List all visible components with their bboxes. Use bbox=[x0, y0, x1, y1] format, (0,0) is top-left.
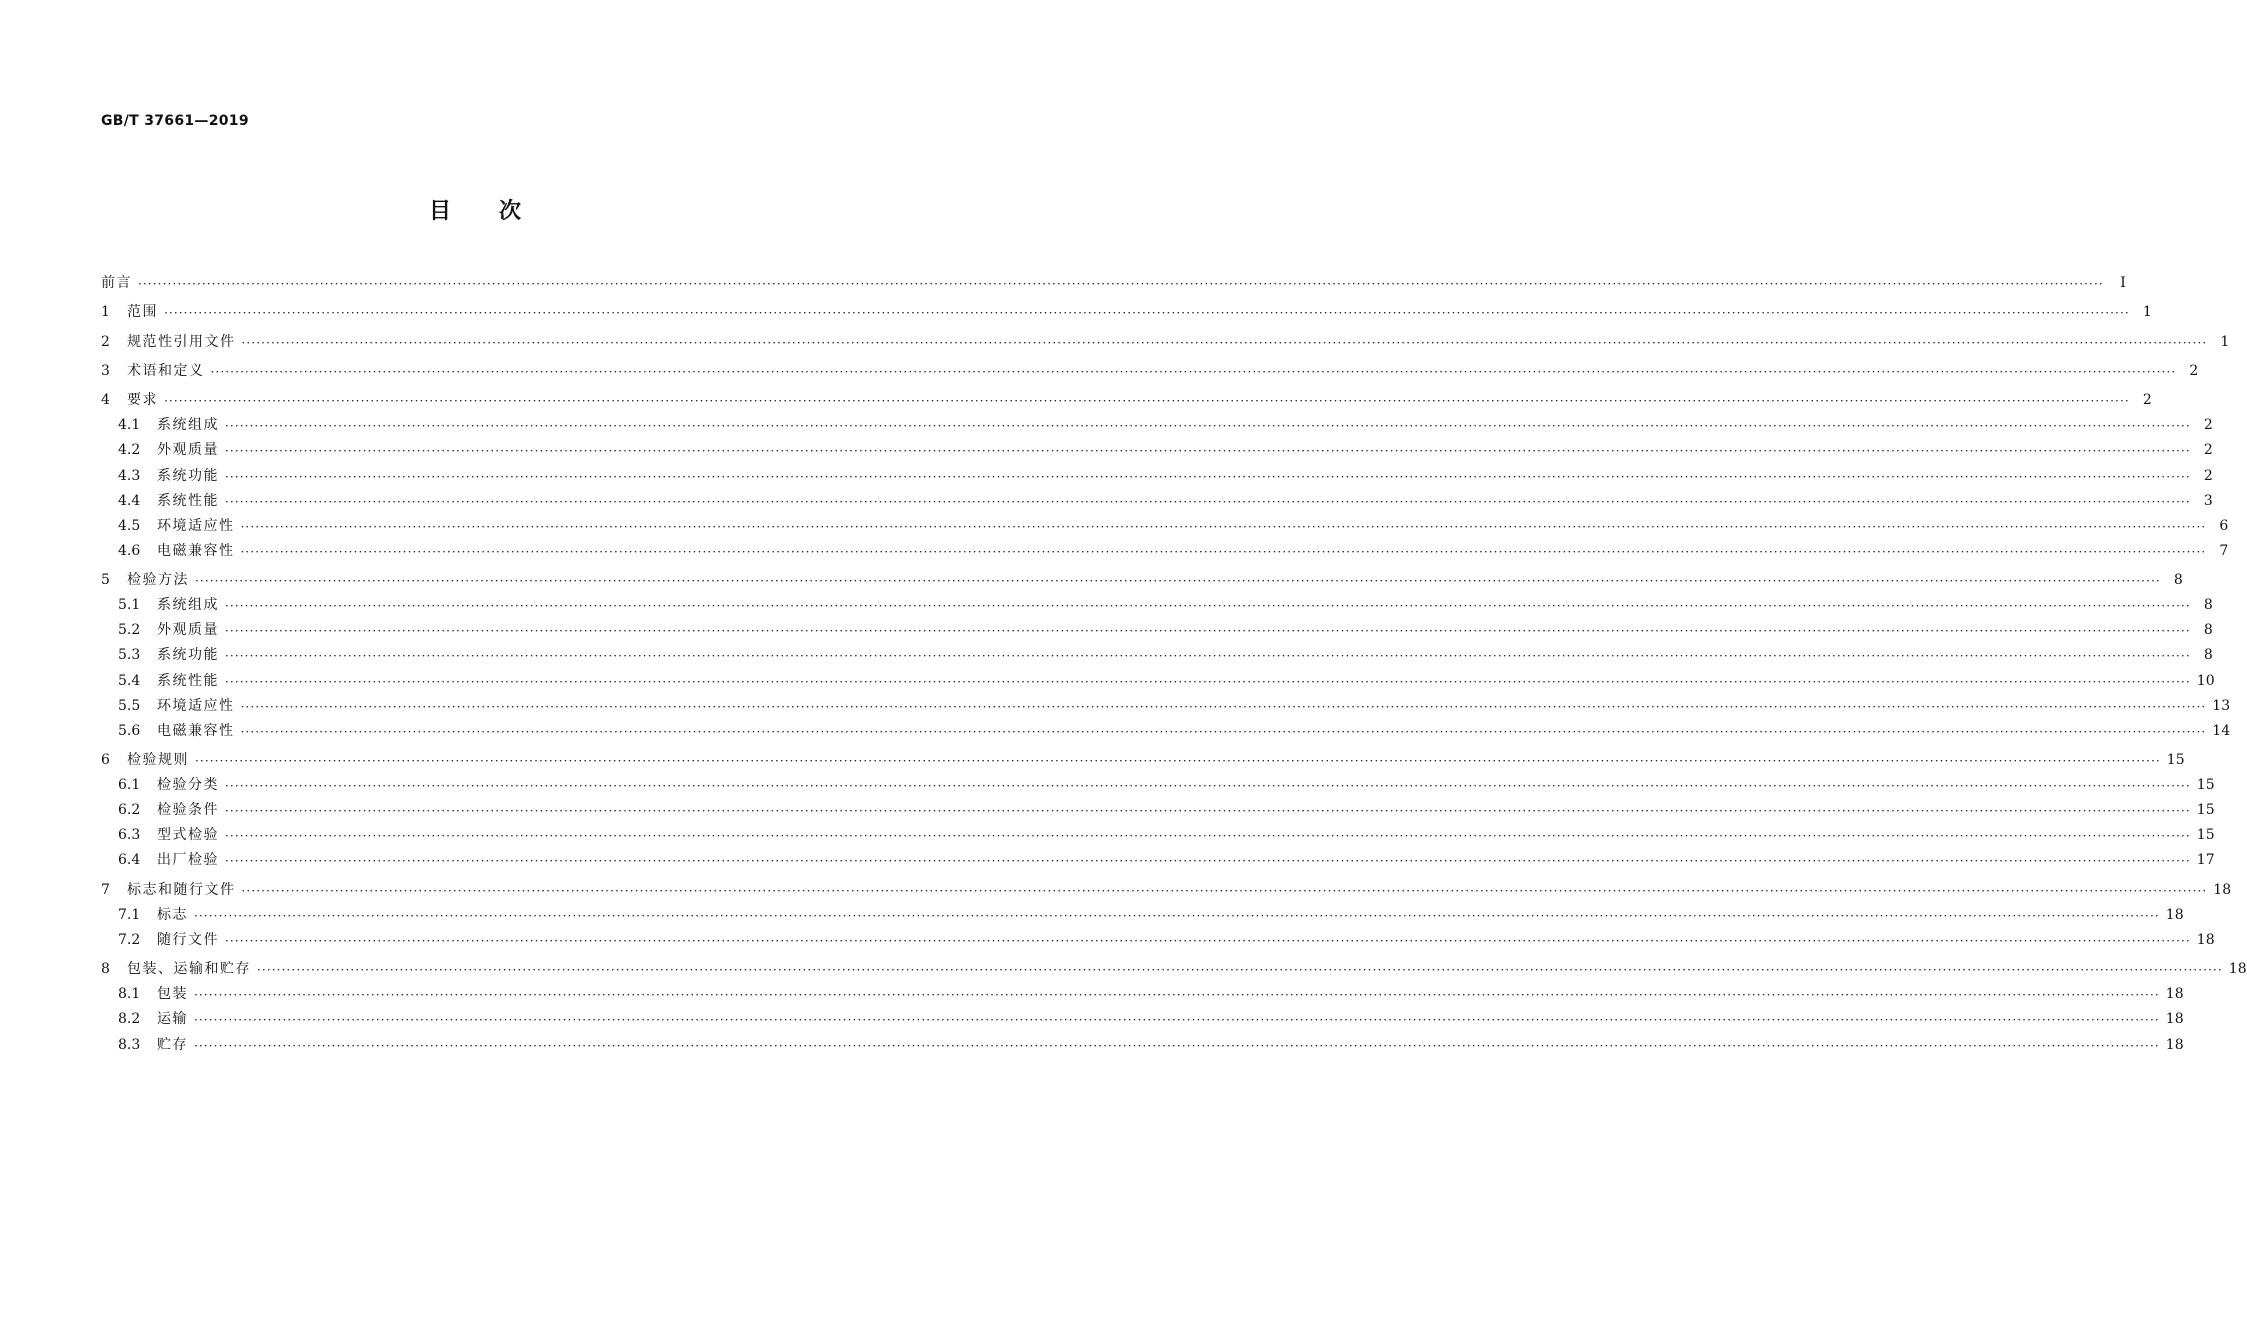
toc-entry-title: 检验规则 bbox=[127, 752, 189, 768]
toc-leader-dots: ················································································································································································································································································································································································································ bbox=[225, 469, 2191, 484]
toc-entry-number: 8.3 bbox=[118, 1036, 141, 1053]
toc-leader-dots: ················································································································································································································································································································································································································ bbox=[225, 494, 2191, 509]
toc-leader-dots: ················································································································································································································································································································································································································ bbox=[241, 335, 2208, 350]
toc-entry-title: 系统功能 bbox=[157, 647, 219, 664]
toc-entry-page: 1 bbox=[2142, 304, 2152, 321]
toc-entry-page: 2 bbox=[2203, 417, 2213, 434]
toc-entry-title: 要求 bbox=[127, 392, 158, 409]
toc-entry[interactable] bbox=[101, 540, 2229, 562]
toc-entry-title: 外观质量 bbox=[157, 622, 219, 639]
toc-leader-dots: ················································································································································································································································································································································································································ bbox=[225, 674, 2191, 689]
toc-entry-title: 系统功能 bbox=[157, 467, 219, 484]
toc-entry-page: 18 bbox=[2213, 881, 2232, 898]
toc-entry-title: 术语和定义 bbox=[127, 362, 205, 379]
toc-entry-title: 系统组成 bbox=[157, 417, 219, 434]
toc-entry[interactable] bbox=[101, 799, 2215, 821]
toc-entry-title: 范围 bbox=[127, 304, 158, 321]
toc-entry[interactable] bbox=[101, 1034, 2184, 1056]
toc-entry-page: 2 bbox=[2142, 392, 2152, 409]
toc-entry-number: 4.2 bbox=[118, 442, 141, 459]
toc-entry[interactable] bbox=[101, 594, 2213, 616]
toc-entry-page: 2 bbox=[2203, 442, 2213, 459]
toc-leader-dots: ················································································································································································································································································································································································································ bbox=[195, 574, 2161, 589]
toc-entry-page: 18 bbox=[2165, 1036, 2184, 1053]
toc-entry[interactable] bbox=[101, 644, 2213, 666]
toc-entry-page: 2 bbox=[2189, 362, 2199, 379]
toc-entry-page: 7 bbox=[2219, 542, 2229, 559]
toc-entry-page: 18 bbox=[2228, 961, 2247, 978]
toc-entry-number: 6.4 bbox=[118, 852, 141, 869]
toc-leader-dots: ················································································································································································································································································································································································································ bbox=[225, 854, 2191, 869]
toc-entry[interactable] bbox=[101, 774, 2215, 796]
toc-entry[interactable] bbox=[101, 720, 2231, 742]
toc-leader-dots: ················································································································································································································································································································································································································ bbox=[164, 394, 2130, 409]
toc-entry[interactable] bbox=[101, 490, 2213, 512]
toc-entry-page: 8 bbox=[2203, 622, 2213, 639]
toc-entry-title: 包装、运输和贮存 bbox=[127, 961, 251, 978]
toc-entry-number: 6 bbox=[101, 752, 110, 768]
toc-entry-number: 7 bbox=[101, 881, 110, 898]
toc-entry[interactable] bbox=[101, 983, 2184, 1005]
toc-leader-dots: ················································································································································································································································································································································································································ bbox=[225, 804, 2191, 819]
toc-entry-title: 电磁兼容性 bbox=[157, 722, 235, 739]
toc-entry-number: 4 bbox=[101, 392, 110, 409]
toc-entry[interactable] bbox=[101, 515, 2229, 537]
toc-leader-dots: ················································································································································································································································································································································································································ bbox=[210, 364, 2177, 379]
toc-entry-page: 15 bbox=[2196, 827, 2215, 844]
toc-leader-dots: ················································································································································································································································································································································································································ bbox=[194, 1013, 2160, 1028]
toc-entry[interactable] bbox=[101, 670, 2215, 692]
toc-entry-number: 5.2 bbox=[118, 622, 141, 639]
toc-leader-dots: ················································································································································································································································································································································································································ bbox=[225, 649, 2191, 664]
toc-entry[interactable] bbox=[101, 695, 2231, 717]
toc-leader-dots: ················································································································································································································································································································································································································ bbox=[225, 779, 2191, 794]
toc-entry[interactable] bbox=[101, 331, 2230, 353]
toc-entry-number: 6.3 bbox=[118, 827, 141, 844]
toc-entry-number: 3 bbox=[101, 362, 110, 379]
toc-entry-number: 5.3 bbox=[118, 647, 141, 664]
toc-entry-number: 4.1 bbox=[118, 417, 141, 434]
toc-leader-dots: ················································································································································································································································································································································································································ bbox=[241, 883, 2208, 898]
toc-entry-title: 前言 bbox=[101, 275, 132, 291]
toc-entry-page: 15 bbox=[2166, 752, 2185, 768]
toc-entry-title: 随行文件 bbox=[157, 931, 219, 948]
toc-entry-title: 环境适应性 bbox=[157, 697, 235, 714]
toc-entry-page: 2 bbox=[2203, 467, 2213, 484]
toc-entry-number: 4.5 bbox=[118, 517, 141, 534]
standard-code: GB/T 37661—2019 bbox=[101, 113, 249, 129]
toc-entry-title: 系统性能 bbox=[157, 672, 219, 689]
toc-leader-dots: ················································································································································································································································································································································································································ bbox=[225, 444, 2191, 459]
toc-leader-dots: ················································································································································································································································································································································································································ bbox=[240, 699, 2207, 714]
toc-entry-number: 2 bbox=[101, 333, 110, 350]
toc-entry-title: 环境适应性 bbox=[157, 517, 235, 534]
toc-entry-number: 7.1 bbox=[118, 906, 141, 923]
toc-entry-page: 3 bbox=[2203, 492, 2213, 509]
toc-leader-dots: ················································································································································································································································································································································································································ bbox=[225, 933, 2191, 948]
toc-entry-page: 18 bbox=[2165, 906, 2184, 923]
toc-entry-page: 8 bbox=[2173, 572, 2183, 589]
toc-entry-page: 1 bbox=[2220, 333, 2230, 350]
toc-entry[interactable] bbox=[101, 301, 2152, 323]
toc-entry-number: 6.1 bbox=[118, 777, 141, 794]
toc-entry-title: 规范性引用文件 bbox=[127, 333, 236, 350]
toc-entry-title: 电磁兼容性 bbox=[157, 542, 235, 559]
toc-entry[interactable] bbox=[101, 929, 2215, 951]
toc-entry-title: 检验方法 bbox=[127, 572, 189, 589]
toc-entry[interactable] bbox=[101, 360, 2199, 382]
toc-entry[interactable] bbox=[101, 824, 2215, 846]
toc-entry[interactable] bbox=[101, 879, 2232, 901]
toc-entry[interactable] bbox=[101, 272, 2126, 294]
toc-entry-page: 17 bbox=[2196, 852, 2215, 869]
toc-entry-page: 6 bbox=[2219, 517, 2229, 534]
toc-entry-number: 8 bbox=[101, 961, 110, 978]
toc-entry[interactable] bbox=[101, 619, 2213, 641]
toc-entry-title: 贮存 bbox=[157, 1036, 188, 1053]
toc-leader-dots: ················································································································································································································································································································································································································ bbox=[195, 754, 2161, 768]
toc-leader-dots: ················································································································································································································································································································································································································ bbox=[225, 829, 2191, 844]
toc-leader-dots: ················································································································································································································································································································································································································ bbox=[225, 624, 2191, 639]
toc-entry-number: 6.2 bbox=[118, 802, 141, 819]
toc-entry-number: 8.1 bbox=[118, 986, 141, 1003]
toc-entry[interactable] bbox=[101, 569, 2183, 591]
toc-entry-page: 8 bbox=[2203, 647, 2213, 664]
toc-entry-number: 5.1 bbox=[118, 597, 141, 614]
page-title: 目次 bbox=[428, 199, 569, 224]
toc-entry-page: Ⅰ bbox=[2120, 275, 2126, 291]
toc-entry-title: 检验分类 bbox=[157, 777, 219, 794]
toc-entry-page: 18 bbox=[2165, 1011, 2184, 1028]
toc-entry-number: 4.4 bbox=[118, 492, 141, 509]
toc-entry[interactable] bbox=[101, 904, 2184, 926]
toc-entry[interactable] bbox=[101, 439, 2213, 461]
toc-entry-page: 10 bbox=[2196, 672, 2215, 689]
toc-leader-dots: ················································································································································································································································································································································································································ bbox=[240, 544, 2207, 559]
toc-entry[interactable] bbox=[101, 1008, 2184, 1030]
toc-entry-number: 1 bbox=[101, 304, 110, 321]
toc-leader-dots: ················································································································································································································································································································································································································ bbox=[240, 519, 2207, 534]
toc-entry[interactable] bbox=[101, 389, 2152, 411]
toc-entry-number: 5 bbox=[101, 572, 110, 589]
toc-entry-title: 检验条件 bbox=[157, 802, 219, 819]
toc-entry-title: 外观质量 bbox=[157, 442, 219, 459]
toc-entry-title: 系统性能 bbox=[157, 492, 219, 509]
toc-leader-dots: ················································································································································································································································································································································································································ bbox=[194, 988, 2160, 1003]
toc-leader-dots: ················································································································································································································································································································································································································ bbox=[240, 724, 2207, 739]
toc-entry-number: 8.2 bbox=[118, 1011, 141, 1028]
toc-entry-page: 14 bbox=[2212, 722, 2231, 739]
toc-entry-title: 包装 bbox=[157, 986, 188, 1003]
toc-entry-page: 13 bbox=[2212, 697, 2231, 714]
toc-entry-number: 5.6 bbox=[118, 722, 141, 739]
toc-entry-page: 8 bbox=[2203, 597, 2213, 614]
toc-entry[interactable] bbox=[101, 414, 2213, 436]
toc-entry-number: 7.2 bbox=[118, 931, 141, 948]
toc-entry-title: 型式检验 bbox=[157, 827, 219, 844]
toc-entry-title: 系统组成 bbox=[157, 597, 219, 614]
toc-entry-page: 18 bbox=[2196, 931, 2215, 948]
toc-entry-page: 15 bbox=[2196, 777, 2215, 794]
toc-entry-page: 18 bbox=[2165, 986, 2184, 1003]
toc-leader-dots: ················································································································································································································································································································································································································ bbox=[194, 1038, 2160, 1053]
toc-entry[interactable] bbox=[101, 958, 2247, 980]
toc-entry[interactable] bbox=[101, 749, 2185, 771]
toc-leader-dots: ················································································································································································································································································································································································································ bbox=[225, 419, 2191, 434]
toc-entry-page: 15 bbox=[2196, 802, 2215, 819]
toc-leader-dots: ················································································································································································································································································································································································································ bbox=[194, 908, 2160, 923]
toc-entry-title: 标志和随行文件 bbox=[127, 881, 236, 898]
toc-leader-dots: ················································································································································································································································································································································································································ bbox=[138, 277, 2104, 291]
toc-entry-number: 4.6 bbox=[118, 542, 141, 559]
toc-entry-number: 4.3 bbox=[118, 467, 141, 484]
toc-leader-dots: ················································································································································································································································································································································································································ bbox=[257, 963, 2223, 978]
toc-entry-number: 5.5 bbox=[118, 697, 141, 714]
toc-entry-title: 运输 bbox=[157, 1011, 188, 1028]
toc-entry-number: 5.4 bbox=[118, 672, 141, 689]
toc-leader-dots: ················································································································································································································································································································································································································ bbox=[225, 599, 2191, 614]
toc-entry-title: 标志 bbox=[157, 906, 188, 923]
toc-leader-dots: ················································································································································································································································································································································································································ bbox=[164, 306, 2130, 321]
toc-entry-title: 出厂检验 bbox=[157, 852, 219, 869]
toc-entry[interactable] bbox=[101, 849, 2215, 871]
toc-entry[interactable] bbox=[101, 465, 2213, 487]
